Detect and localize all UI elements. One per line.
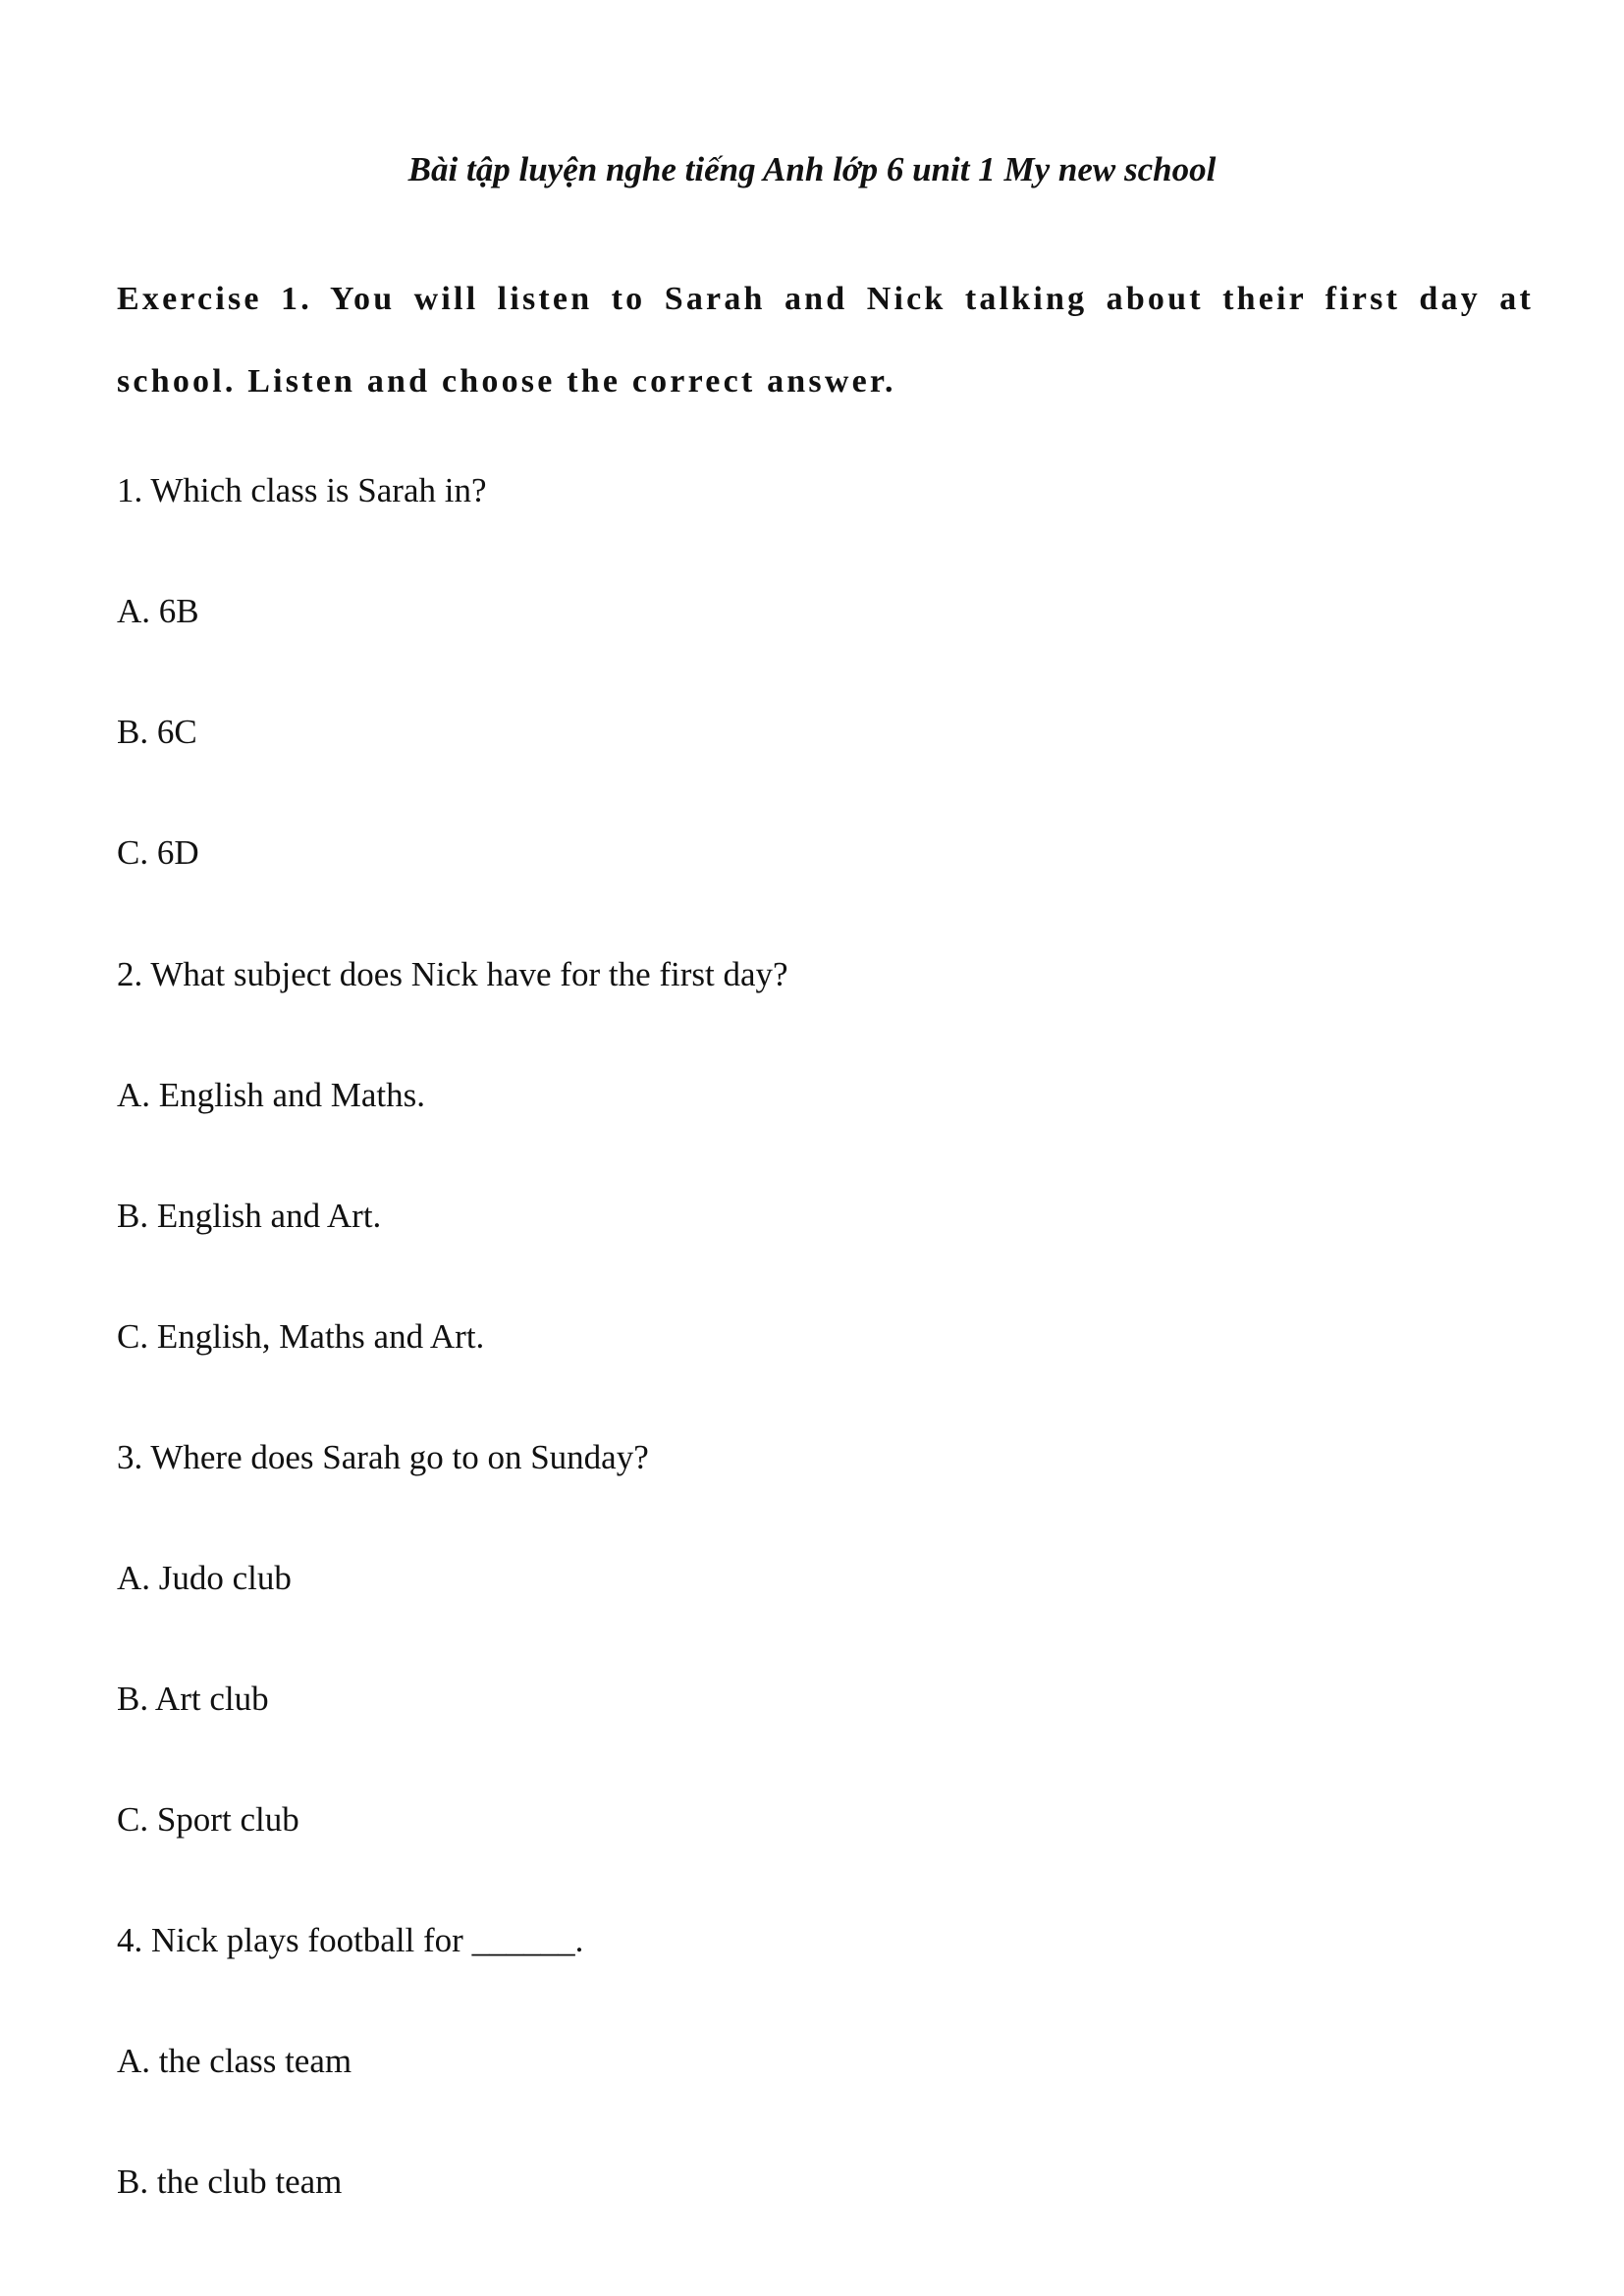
exercise-instruction: Exercise 1. You will listen to Sarah and Nick talking about their first day at school. Listen and choose the correct answer. <box>117 281 1534 400</box>
answer-option: B. Art club <box>117 1680 269 1718</box>
answer-option: C. Sport club <box>117 1800 299 1839</box>
answer-option: A. Judo club <box>117 1559 292 1597</box>
answer-option: A. English and Maths. <box>117 1076 426 1114</box>
question-text: 4. Nick plays football for ______. <box>117 1921 584 1959</box>
document-title: Bài tập luyện nghe tiếng Anh lớp 6 unit 1 My new school <box>407 150 1217 188</box>
answer-option: B. the club team <box>117 2163 343 2201</box>
answer-option: B. 6C <box>117 713 197 751</box>
answer-option: A. the class team <box>117 2042 352 2080</box>
answer-option: C. 6D <box>117 833 199 872</box>
question-text: 2. What subject does Nick have for the first day? <box>117 955 788 993</box>
question-text: 1. Which class is Sarah in? <box>117 471 487 509</box>
answer-option: A. 6B <box>117 592 199 630</box>
question-text: 3. Where does Sarah go to on Sunday? <box>117 1438 649 1476</box>
answer-option: B. English and Art. <box>117 1197 382 1235</box>
answer-option: C. English, Maths and Art. <box>117 1317 485 1356</box>
